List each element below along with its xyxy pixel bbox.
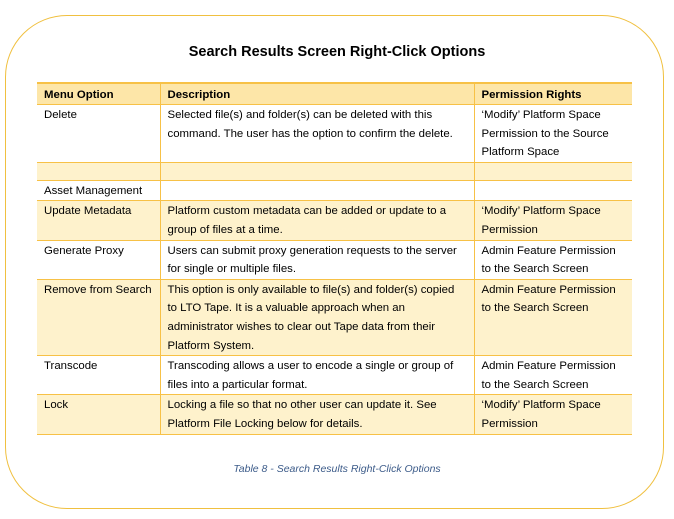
cell-description: Selected file(s) and folder(s) can be deleted with this command. The user has the option to confirm the delete. (160, 105, 474, 163)
table-row-delete (37, 105, 632, 163)
cell-option: Generate Proxy (37, 240, 160, 279)
cell-option (37, 162, 160, 180)
table-row-asset-management (37, 180, 632, 201)
table-row-remove-from-search (37, 279, 632, 355)
cell-description: Locking a file so that no other user can update it. See Platform File Locking below for details. (160, 395, 474, 434)
page-title: Search Results Screen Right-Click Options (188, 44, 486, 60)
cell-permission: ‘Modify’ Platform Space Permission to the Source Platform Space (474, 105, 632, 163)
cell-permission: Admin Feature Permission to the Search Screen (474, 240, 632, 279)
cell-description: This option is only available to file(s) and folder(s) copied to LTO Tape. It is a valuable approach when an administrator wishes to clear out Tape data from their Platform System. (160, 279, 474, 355)
cell-option: Lock (37, 395, 160, 434)
cell-option: Update Metadata (37, 201, 160, 240)
cell-permission: Admin Feature Permission to the Search Screen (474, 356, 632, 395)
cell-description: Users can submit proxy generation requests to the server for single or multiple files. (160, 240, 474, 279)
cell-option: Asset Management (37, 180, 160, 201)
table-row-update-metadata (37, 201, 632, 240)
cell-description (160, 162, 474, 180)
cell-option: Transcode (37, 356, 160, 395)
table-row-lock (37, 395, 632, 434)
cell-description: Transcoding allows a user to encode a single or group of files into a particular format. (160, 356, 474, 395)
header-permission-rights: Permission Rights (474, 83, 632, 105)
table-caption: Table 8 - Search Results Right-Click Options (233, 463, 441, 475)
cell-description (160, 180, 474, 201)
header-description: Description (160, 83, 474, 105)
header-menu-option: Menu Option (37, 83, 160, 105)
cell-permission (474, 162, 632, 180)
table-row-blank (37, 162, 632, 180)
cell-option: Remove from Search (37, 279, 160, 355)
table-header-row (37, 83, 632, 105)
table-row-generate-proxy (37, 240, 632, 279)
cell-option: Delete (37, 105, 160, 163)
table-row-transcode (37, 356, 632, 395)
cell-permission (474, 180, 632, 201)
cell-permission: ‘Modify’ Platform Space Permission (474, 201, 632, 240)
cell-permission: Admin Feature Permission to the Search Screen (474, 279, 632, 355)
options-table (37, 82, 632, 435)
cell-description: Platform custom metadata can be added or update to a group of files at a time. (160, 201, 474, 240)
cell-permission: ‘Modify’ Platform Space Permission (474, 395, 632, 434)
